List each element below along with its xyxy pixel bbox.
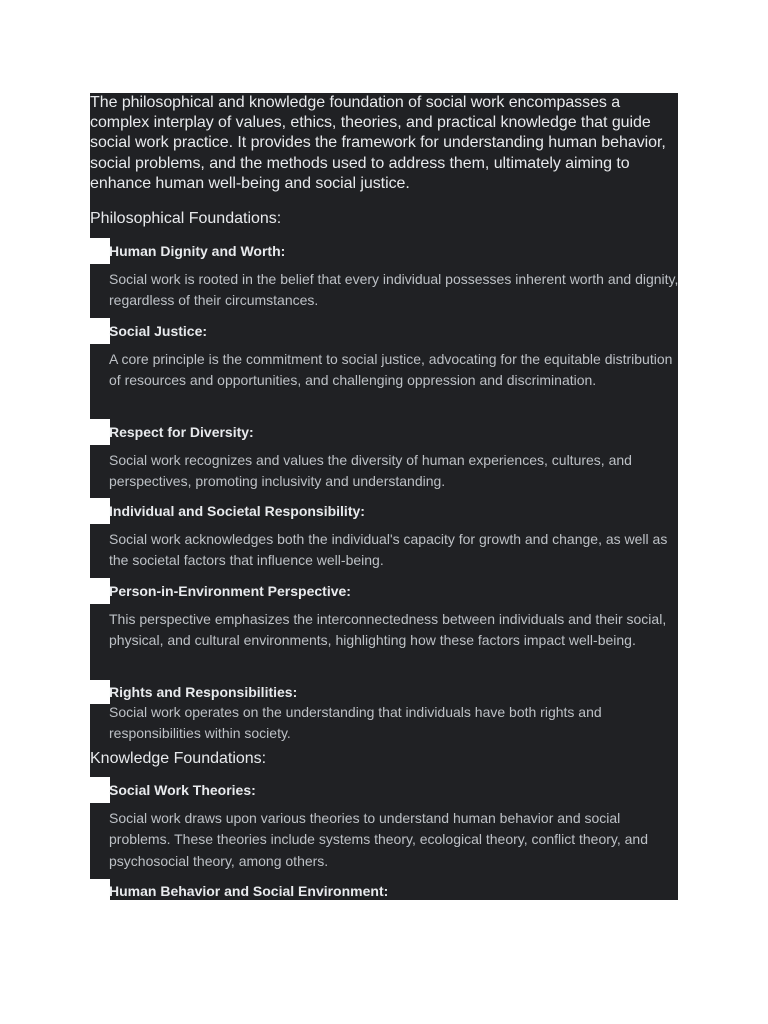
item-description-rights-responsibilities: Social work operates on the understanding that individuals have both rights and responsibilities within society. — [109, 704, 602, 742]
item-title-human-behavior: Human Behavior and Social Environment: — [109, 883, 389, 899]
item-title-human-dignity: Human Dignity and Worth: — [109, 243, 286, 259]
intro-paragraph: The philosophical and knowledge foundation of social work encompasses a complex interplay of values, ethics, theories, and practical knowledge that guide social work practice. It provides the framework for understanding human behavior, social problems, and the methods used to address them, ultimately aiming to enhance human well-being and social justice. — [90, 94, 666, 192]
bullet-icon — [86, 250, 90, 254]
item-description-social-work-theories: Social work draws upon various theories to understand human behavior and social problems. These theories include systems theory, ecological theory, conflict theory, and psychosocial theory, among others. — [109, 810, 649, 869]
philosophical-foundations-heading: Philosophical Foundations: — [90, 210, 282, 227]
item-description-human-dignity: Social work is rooted in the belief that every individual possesses inherent worth and dignity, regardless of their circumstances. — [109, 271, 679, 309]
item-title-person-in-environment: Person-in-Environment Perspective: — [109, 583, 351, 599]
bullet-icon — [86, 510, 90, 514]
knowledge-foundations-heading: Knowledge Foundations: — [90, 750, 267, 767]
bullet-icon — [86, 891, 90, 895]
item-description-respect-diversity: Social work recognizes and values the diversity of human experiences, cultures, and perspectives, promoting inclusivity and understanding. — [109, 452, 632, 490]
bullet-icon — [86, 789, 90, 793]
bullet-icon — [86, 590, 90, 594]
bullet-icon — [86, 431, 90, 435]
item-title-social-work-theories: Social Work Theories: — [109, 782, 256, 798]
item-title-respect-diversity: Respect for Diversity: — [109, 424, 254, 440]
item-description-individual-societal: Social work acknowledges both the individual's capacity for growth and change, as well as the societal factors that influence well-being. — [109, 531, 668, 569]
item-title-social-justice: Social Justice: — [109, 323, 208, 339]
item-description-social-justice: A core principle is the commitment to social justice, advocating for the equitable distribution of resources and opportunities, and challenging oppression and discrimination. — [109, 351, 673, 389]
item-title-rights-responsibilities: Rights and Responsibilities: — [109, 684, 298, 700]
bullet-icon — [86, 691, 90, 695]
item-title-individual-societal: Individual and Societal Responsibility: — [109, 503, 365, 519]
item-description-person-in-environment: This perspective emphasizes the interconnectedness between individuals and their social, physical, and cultural environments, highlighting how these factors impact well-being. — [109, 611, 667, 649]
bullet-icon — [86, 330, 90, 334]
